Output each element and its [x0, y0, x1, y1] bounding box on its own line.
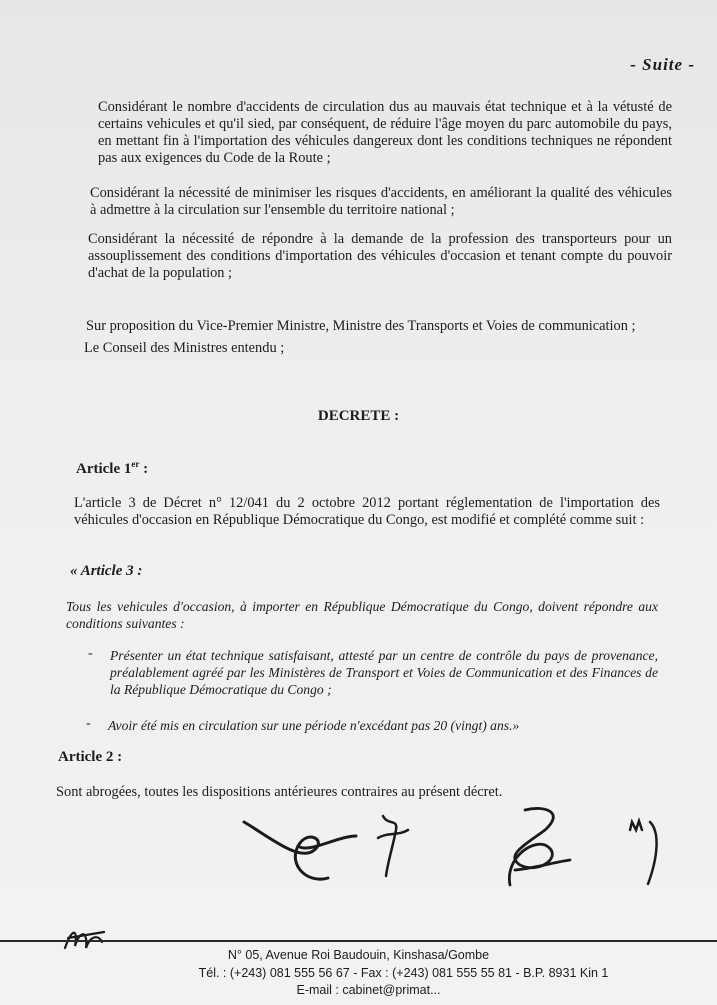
- article-3-heading: « Article 3 :: [70, 563, 143, 579]
- article-3-intro: Tous les vehicules d'occasion, à importer en République Démocratique du Congo, doivent répondre aux conditions suivantes :: [66, 599, 658, 631]
- article-1-text: L'article 3 de Décret n° 12/041 du 2 octobre 2012 portant réglementation de l'importation des véhicules d'occasion en République Démocratique du Congo, est modifié et complété comme suit :: [74, 495, 660, 528]
- considerant-paragraph: Considérant la nécessité de répondre à la demande de la profession des transporteurs pour un assouplissement des conditions d'importation des véhicules d'occasion et tenant compte du pouvoir d'achat de la population ;: [88, 231, 672, 281]
- article-2-heading: Article 2 :: [58, 749, 123, 765]
- conseil-paragraph: Le Conseil des Ministres entendu ;: [84, 340, 285, 356]
- article-1-heading-sup: er: [131, 459, 140, 469]
- signature-2: [485, 800, 585, 900]
- article-2-text: Sont abrogées, toutes les dispositions antérieures contraires au présent décret.: [56, 784, 503, 800]
- article-1-heading-main: Article 1: [76, 461, 132, 477]
- footer-email: E-mail : cabinet@primat...: [296, 983, 441, 997]
- considerant-paragraph: Considérant le nombre d'accidents de circulation dus au mauvais état technique et à la vétusté de certains vehicules et qu'il sied, par conséquent, de réduire l'âge moyen du parc automobile du pays, en mettant fin à l'importation des véhicules dangereux dont les conditions techniques ne répondent pas aux exigences du Code de la Route ;: [98, 99, 672, 166]
- signature-3: [620, 812, 680, 892]
- footer-rule: [0, 940, 717, 942]
- decrete-heading: DECRETE :: [317, 408, 400, 424]
- article-1-heading: [76, 459, 148, 478]
- condition-item: Présenter un état technique satisfaisant, attesté par un centre de contrôle du pays de provenance, préalablement agréé par les Ministères de Transport et Voies de Communication et des Finances de la République Démocratique du Congo ;: [110, 648, 658, 697]
- condition-item: Avoir été mis en circulation sur une période n'excédant pas 20 (vingt) ans.»: [108, 718, 520, 733]
- footer-contact: Tél. : (+243) 081 555 56 67 - Fax : (+243) 081 555 55 81 - B.P. 8931 Kin 1: [198, 966, 609, 980]
- considerant-paragraph: Considérant la nécessité de minimiser les risques d'accidents, en améliorant la qualité des véhicules à admettre à la circulation sur l'ensemble du territoire national ;: [90, 185, 672, 218]
- condition-bullet: -: [88, 646, 93, 661]
- condition-bullet: -: [86, 716, 91, 731]
- continuation-mark: - Suite -: [630, 55, 695, 74]
- proposition-paragraph: Sur proposition du Vice-Premier Ministre, Ministre des Transports et Voies de communication ;: [86, 318, 636, 334]
- article-1-heading-suffix: :: [139, 461, 149, 477]
- footer-address: N° 05, Avenue Roi Baudouin, Kinshasa/Gombe: [227, 948, 490, 962]
- signature-1: [238, 806, 438, 896]
